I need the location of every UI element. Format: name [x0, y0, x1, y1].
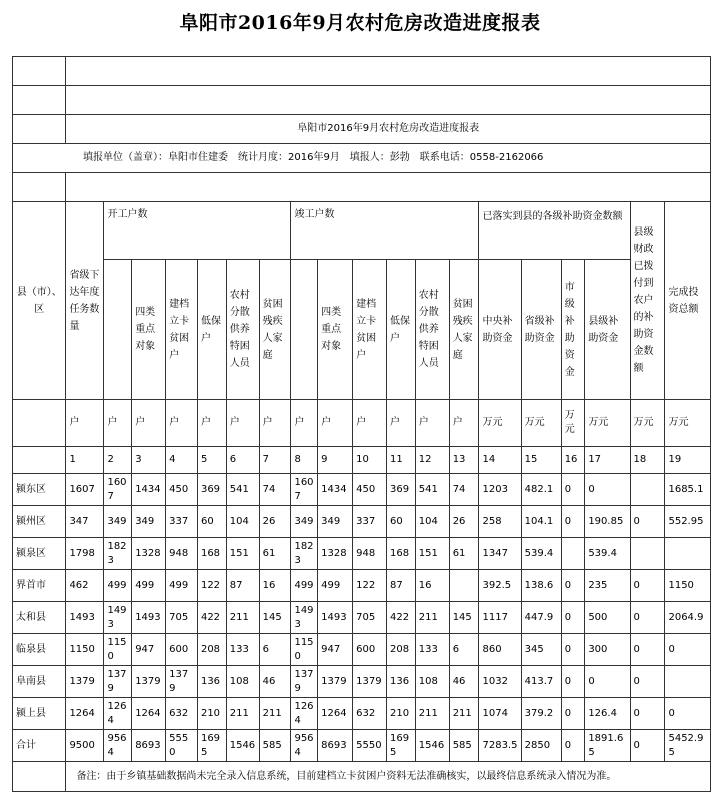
- blank-row-top: [13, 57, 711, 86]
- value-cell: 499: [166, 570, 198, 602]
- value-cell: 26: [449, 506, 479, 538]
- value-cell: [561, 538, 585, 570]
- unit-cell: 户: [318, 400, 353, 447]
- value-cell: 422: [197, 602, 226, 634]
- value-cell: 104: [226, 506, 259, 538]
- value-cell: 422: [387, 602, 416, 634]
- value-cell: 947: [132, 634, 166, 666]
- value-cell: 0: [561, 506, 585, 538]
- unit-cell: 万元: [630, 400, 665, 447]
- value-cell: 541: [226, 474, 259, 506]
- value-cell: 1074: [479, 698, 521, 730]
- value-cell: 1607: [104, 474, 132, 506]
- table-row: [13, 698, 711, 730]
- value-cell: 541: [415, 474, 449, 506]
- value-cell: 1150: [291, 634, 318, 666]
- value-cell: 87: [226, 570, 259, 602]
- value-cell: 1695: [197, 730, 226, 762]
- value-cell: 0: [585, 474, 630, 506]
- county-name-cell: 太和县: [13, 602, 66, 634]
- value-cell: 145: [449, 602, 479, 634]
- value-cell: 151: [415, 538, 449, 570]
- column-index-cell: 4: [166, 447, 198, 474]
- value-cell: 1434: [132, 474, 166, 506]
- value-cell: 16: [259, 570, 291, 602]
- value-cell: 1493: [104, 602, 132, 634]
- value-cell: 585: [259, 730, 291, 762]
- value-cell: 26: [259, 506, 291, 538]
- value-cell: 1150: [66, 634, 104, 666]
- value-cell: 585: [449, 730, 479, 762]
- header-invest: 完成投资总额: [665, 202, 711, 400]
- value-cell: 5550: [353, 730, 387, 762]
- value-cell: 6: [259, 634, 291, 666]
- value-cell: 0: [630, 666, 665, 698]
- value-cell: 1264: [66, 698, 104, 730]
- table-title: 阜阳市2016年9月农村危房改造进度报表: [66, 115, 711, 144]
- value-cell: [449, 570, 479, 602]
- header-funds-group: 已落实到县的各级补助资金数额: [479, 202, 630, 260]
- value-cell: 211: [449, 698, 479, 730]
- value-cell: 5452.95: [665, 730, 711, 762]
- unit-cell: 户: [353, 400, 387, 447]
- column-index-cell: 16: [561, 447, 585, 474]
- unit-cell: 户: [387, 400, 416, 447]
- unit-cell: 万元: [561, 400, 585, 447]
- value-cell: 705: [166, 602, 198, 634]
- value-cell: 1264: [291, 698, 318, 730]
- value-cell: 300: [585, 634, 630, 666]
- value-cell: 1379: [291, 666, 318, 698]
- value-cell: [630, 538, 665, 570]
- value-cell: 1203: [479, 474, 521, 506]
- header-row-2: [13, 260, 711, 400]
- value-cell: 1798: [66, 538, 104, 570]
- note-row: [13, 762, 711, 792]
- value-cell: 16: [415, 570, 449, 602]
- value-cell: 190.85: [585, 506, 630, 538]
- value-cell: 1607: [291, 474, 318, 506]
- value-cell: 0: [561, 474, 585, 506]
- unit-row: [13, 400, 711, 447]
- header-complete-disabled: 贫困残疾人家庭: [449, 260, 479, 400]
- column-index-cell: 19: [665, 447, 711, 474]
- value-cell: 1117: [479, 602, 521, 634]
- value-cell: 0: [630, 634, 665, 666]
- value-cell: 337: [166, 506, 198, 538]
- value-cell: 60: [387, 506, 416, 538]
- table-row: [13, 602, 711, 634]
- table-row: [13, 506, 711, 538]
- column-index-cell: 8: [291, 447, 318, 474]
- county-name-cell: 颍泉区: [13, 538, 66, 570]
- county-name-cell: 合计: [13, 730, 66, 762]
- value-cell: 0: [561, 570, 585, 602]
- value-cell: 258: [479, 506, 521, 538]
- value-cell: 1607: [66, 474, 104, 506]
- value-cell: 0: [630, 698, 665, 730]
- table-title-row: [13, 115, 711, 144]
- value-cell: 482.1: [521, 474, 561, 506]
- value-cell: 347: [66, 506, 104, 538]
- value-cell: 9564: [104, 730, 132, 762]
- value-cell: 0: [665, 634, 711, 666]
- value-cell: 74: [259, 474, 291, 506]
- value-cell: 136: [387, 666, 416, 698]
- value-cell: 1546: [226, 730, 259, 762]
- value-cell: 1493: [132, 602, 166, 634]
- column-index-cell: 1: [66, 447, 104, 474]
- index-cell-blank: [13, 447, 66, 474]
- value-cell: 369: [387, 474, 416, 506]
- unit-cell: 户: [449, 400, 479, 447]
- value-cell: 46: [449, 666, 479, 698]
- header-start-disabled: 贫困残疾人家庭: [259, 260, 291, 400]
- value-cell: 211: [415, 698, 449, 730]
- info-line: 填报单位（盖章）：阜阳市住建委 统计月度：2016年9月 填报人：彭勃 联系电话：0558-2162066: [13, 144, 711, 173]
- column-index-cell: 15: [521, 447, 561, 474]
- value-cell: 345: [521, 634, 561, 666]
- column-index-cell: 18: [630, 447, 665, 474]
- value-cell: 1264: [318, 698, 353, 730]
- column-index-cell: 7: [259, 447, 291, 474]
- value-cell: 947: [318, 634, 353, 666]
- unit-cell-blank: [13, 400, 66, 447]
- value-cell: 0: [630, 506, 665, 538]
- value-cell: 349: [132, 506, 166, 538]
- value-cell: 539.4: [521, 538, 561, 570]
- note-text: 备注：由于乡镇基础数据尚未完全录入信息系统，目前建档立卡贫困户资料无法准确核实，以最终信息系统录入情况为准。: [66, 762, 711, 792]
- value-cell: 1823: [104, 538, 132, 570]
- value-cell: 168: [387, 538, 416, 570]
- column-index-cell: 6: [226, 447, 259, 474]
- value-cell: 1379: [132, 666, 166, 698]
- header-row-1: [13, 202, 711, 260]
- value-cell: 9500: [66, 730, 104, 762]
- unit-cell: 户: [166, 400, 198, 447]
- header-fund-central: 中央补助资金: [479, 260, 521, 400]
- value-cell: 349: [291, 506, 318, 538]
- value-cell: 632: [353, 698, 387, 730]
- unit-cell: 户: [132, 400, 166, 447]
- value-cell: 46: [259, 666, 291, 698]
- value-cell: 1328: [132, 538, 166, 570]
- value-cell: 5550: [166, 730, 198, 762]
- value-cell: 1379: [104, 666, 132, 698]
- value-cell: 133: [226, 634, 259, 666]
- value-cell: 499: [291, 570, 318, 602]
- county-name-cell: 阜南县: [13, 666, 66, 698]
- page-title: 阜阳市2016年9月农村危房改造进度报表: [179, 12, 541, 34]
- header-start-group: 开工户数: [104, 202, 291, 260]
- value-cell: 600: [353, 634, 387, 666]
- value-cell: 1150: [665, 570, 711, 602]
- index-row: [13, 447, 711, 474]
- value-cell: 0: [561, 698, 585, 730]
- value-cell: 87: [387, 570, 416, 602]
- county-name-cell: 颍上县: [13, 698, 66, 730]
- unit-cell: 户: [415, 400, 449, 447]
- value-cell: 7283.5: [479, 730, 521, 762]
- value-cell: 1546: [415, 730, 449, 762]
- value-cell: 0: [630, 730, 665, 762]
- value-cell: 379.2: [521, 698, 561, 730]
- value-cell: 1328: [318, 538, 353, 570]
- value-cell: 1032: [479, 666, 521, 698]
- value-cell: [665, 538, 711, 570]
- value-cell: 948: [166, 538, 198, 570]
- value-cell: [665, 666, 711, 698]
- header-complete-four: 四类重点对象: [318, 260, 353, 400]
- header-start-four: 四类重点对象: [132, 260, 166, 400]
- value-cell: 61: [449, 538, 479, 570]
- total-row: [13, 730, 711, 762]
- value-cell: 1685.1: [665, 474, 711, 506]
- unit-cell: 户: [291, 400, 318, 447]
- value-cell: 1493: [291, 602, 318, 634]
- value-cell: 1891.65: [585, 730, 630, 762]
- value-cell: 126.4: [585, 698, 630, 730]
- value-cell: 392.5: [479, 570, 521, 602]
- unit-cell: 户: [226, 400, 259, 447]
- value-cell: 168: [197, 538, 226, 570]
- value-cell: 61: [259, 538, 291, 570]
- value-cell: 600: [166, 634, 198, 666]
- header-start-blank: [104, 260, 132, 400]
- value-cell: 0: [630, 570, 665, 602]
- header-fund-prov: 省级补助资金: [521, 260, 561, 400]
- column-index-cell: 13: [449, 447, 479, 474]
- table-row: [13, 474, 711, 506]
- value-cell: 413.7: [521, 666, 561, 698]
- value-cell: 210: [197, 698, 226, 730]
- value-cell: 108: [415, 666, 449, 698]
- table-row: [13, 538, 711, 570]
- value-cell: 632: [166, 698, 198, 730]
- value-cell: 337: [353, 506, 387, 538]
- value-cell: 210: [387, 698, 416, 730]
- value-cell: 138.6: [521, 570, 561, 602]
- value-cell: 133: [415, 634, 449, 666]
- unit-cell: 万元: [479, 400, 521, 447]
- value-cell: 211: [226, 602, 259, 634]
- county-name-cell: 临泉县: [13, 634, 66, 666]
- value-cell: 104.1: [521, 506, 561, 538]
- value-cell: 0: [561, 730, 585, 762]
- column-index-cell: 3: [132, 447, 166, 474]
- value-cell: 447.9: [521, 602, 561, 634]
- column-index-cell: 9: [318, 447, 353, 474]
- value-cell: 1695: [387, 730, 416, 762]
- header-county: 县（市）、区: [13, 202, 66, 400]
- header-complete-blank: [291, 260, 318, 400]
- value-cell: 9564: [291, 730, 318, 762]
- column-index-cell: 5: [197, 447, 226, 474]
- column-index-cell: 12: [415, 447, 449, 474]
- value-cell: 6: [449, 634, 479, 666]
- value-cell: 450: [166, 474, 198, 506]
- value-cell: 1379: [66, 666, 104, 698]
- progress-report-table: [12, 56, 711, 792]
- column-index-cell: 17: [585, 447, 630, 474]
- header-county-paid: 县级财政已拨付到农户的补助资金数额: [630, 202, 665, 400]
- value-cell: 0: [665, 698, 711, 730]
- value-cell: 499: [318, 570, 353, 602]
- value-cell: 369: [197, 474, 226, 506]
- value-cell: 208: [197, 634, 226, 666]
- unit-cell: 万元: [521, 400, 561, 447]
- unit-cell: 万元: [585, 400, 630, 447]
- column-index-cell: 11: [387, 447, 416, 474]
- header-start-scatter: 农村分散供养特困人员: [226, 260, 259, 400]
- value-cell: 2064.9: [665, 602, 711, 634]
- blank-row-5: [13, 173, 711, 202]
- value-cell: 1150: [104, 634, 132, 666]
- value-cell: 1379: [166, 666, 198, 698]
- value-cell: 349: [318, 506, 353, 538]
- value-cell: 1264: [104, 698, 132, 730]
- blank-row-2: [13, 86, 711, 115]
- unit-cell: 户: [66, 400, 104, 447]
- value-cell: 0: [561, 634, 585, 666]
- value-cell: 948: [353, 538, 387, 570]
- value-cell: 0: [561, 602, 585, 634]
- county-name-cell: 界首市: [13, 570, 66, 602]
- value-cell: 122: [197, 570, 226, 602]
- unit-cell: 户: [259, 400, 291, 447]
- value-cell: 235: [585, 570, 630, 602]
- unit-cell: 万元: [665, 400, 711, 447]
- value-cell: 151: [226, 538, 259, 570]
- header-start-card: 建档立卡贫困户: [166, 260, 198, 400]
- value-cell: 860: [479, 634, 521, 666]
- county-name-cell: 颍东区: [13, 474, 66, 506]
- value-cell: 499: [132, 570, 166, 602]
- value-cell: 104: [415, 506, 449, 538]
- table-row: [13, 570, 711, 602]
- header-fund-county: 县级补助资金: [585, 260, 630, 400]
- table-row: [13, 634, 711, 666]
- value-cell: 0: [585, 666, 630, 698]
- header-task: 省级下达年度任务数量: [66, 202, 104, 400]
- value-cell: 136: [197, 666, 226, 698]
- column-index-cell: 14: [479, 447, 521, 474]
- value-cell: 1434: [318, 474, 353, 506]
- value-cell: 462: [66, 570, 104, 602]
- value-cell: 208: [387, 634, 416, 666]
- value-cell: 122: [353, 570, 387, 602]
- value-cell: 1347: [479, 538, 521, 570]
- value-cell: 211: [226, 698, 259, 730]
- table-row: [13, 666, 711, 698]
- value-cell: 60: [197, 506, 226, 538]
- header-complete-card: 建档立卡贫困户: [353, 260, 387, 400]
- value-cell: 1379: [353, 666, 387, 698]
- value-cell: 8693: [132, 730, 166, 762]
- header-complete-group: 竣工户数: [291, 202, 479, 260]
- value-cell: 539.4: [585, 538, 630, 570]
- county-name-cell: 颍州区: [13, 506, 66, 538]
- value-cell: 211: [415, 602, 449, 634]
- value-cell: 2850: [521, 730, 561, 762]
- value-cell: 1379: [318, 666, 353, 698]
- value-cell: 450: [353, 474, 387, 506]
- value-cell: 1493: [318, 602, 353, 634]
- value-cell: 211: [259, 698, 291, 730]
- value-cell: 1264: [132, 698, 166, 730]
- value-cell: 1823: [291, 538, 318, 570]
- value-cell: 705: [353, 602, 387, 634]
- value-cell: 74: [449, 474, 479, 506]
- value-cell: 0: [561, 666, 585, 698]
- column-index-cell: 2: [104, 447, 132, 474]
- value-cell: 500: [585, 602, 630, 634]
- value-cell: 8693: [318, 730, 353, 762]
- value-cell: 0: [630, 602, 665, 634]
- unit-cell: 户: [197, 400, 226, 447]
- value-cell: 1493: [66, 602, 104, 634]
- header-start-dibao: 低保户: [197, 260, 226, 400]
- value-cell: 552.95: [665, 506, 711, 538]
- column-index-cell: 10: [353, 447, 387, 474]
- header-fund-city: 市级补助资金: [561, 260, 585, 400]
- value-cell: 108: [226, 666, 259, 698]
- unit-cell: 户: [104, 400, 132, 447]
- value-cell: [630, 474, 665, 506]
- header-complete-dibao: 低保户: [387, 260, 416, 400]
- info-row: [13, 144, 711, 173]
- value-cell: 145: [259, 602, 291, 634]
- header-complete-scatter: 农村分散供养特困人员: [415, 260, 449, 400]
- value-cell: 499: [104, 570, 132, 602]
- value-cell: 349: [104, 506, 132, 538]
